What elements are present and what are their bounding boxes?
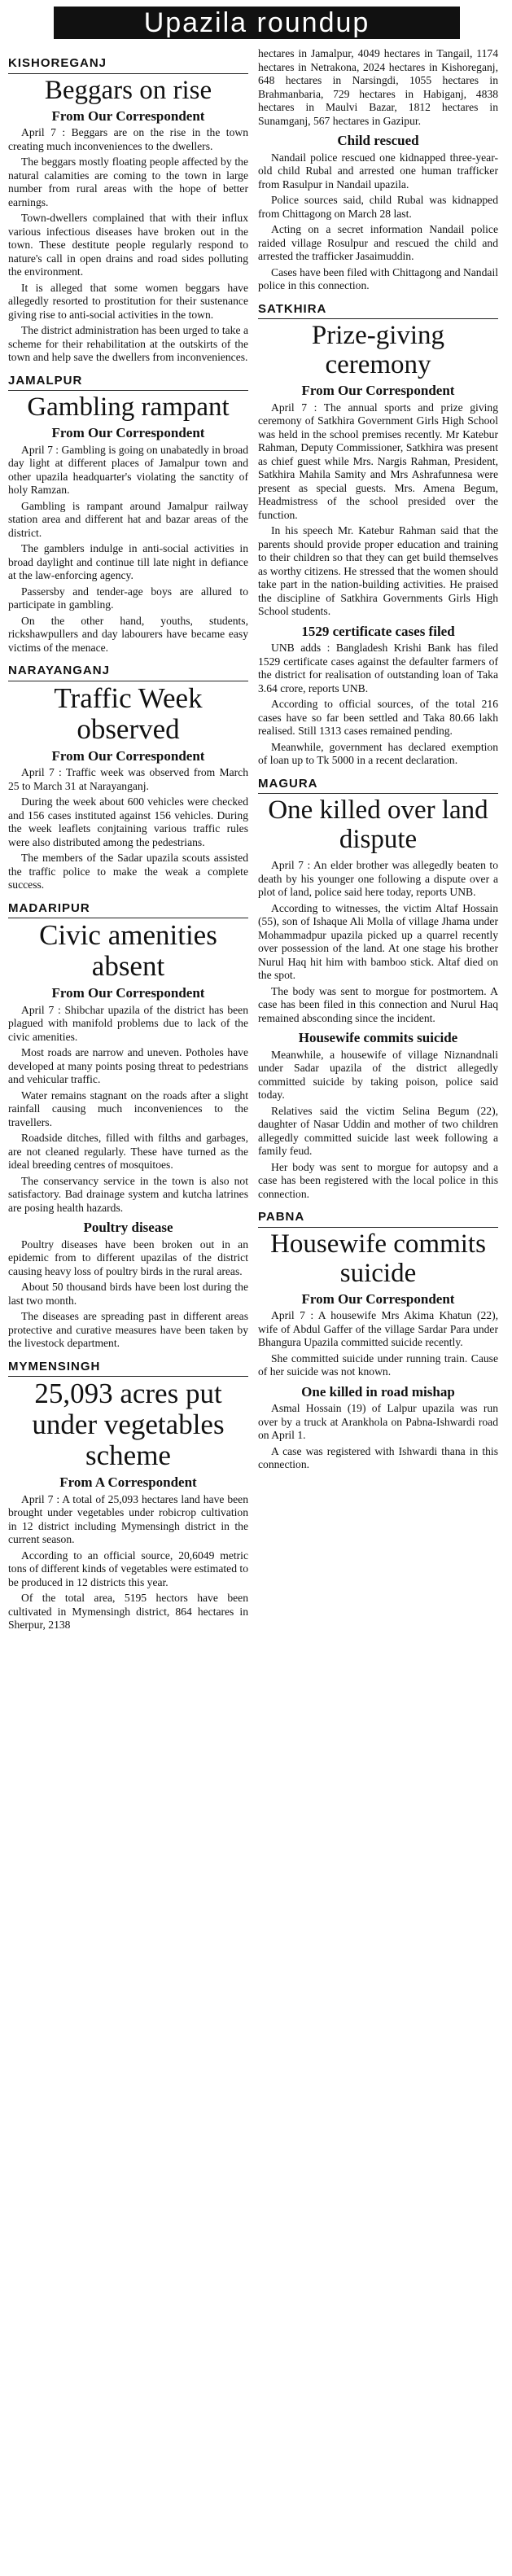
paragraph: The gamblers indulge in anti-social activities in broad daylight and continue till late night in defiance at the law-enforcing agency.	[8, 542, 248, 581]
story-madaripur	[8, 902, 248, 1351]
dateline-place: MAGURA	[258, 776, 318, 791]
story-kishoreganj	[8, 57, 248, 365]
paragraph: According to official sources, of the total 216 cases have so far been settled and Taka 80.66 lakh realised. Still 1313 cases remained pending.	[258, 698, 498, 737]
divider	[258, 793, 498, 794]
paragraph: During the week about 600 vehicles were checked and 156 cases instituted against 156 vehicles. During the week leaflets conjtaining various traffic rules were also distributed among the pedestrians.	[8, 795, 248, 848]
headline: One killed over land dispute	[268, 795, 488, 854]
story-jamalpur	[8, 375, 248, 655]
byline: From Our Correspondent	[51, 107, 205, 124]
dateline-place: MADARIPUR	[8, 900, 90, 915]
paragraph: In his speech Mr. Katebur Rahman said that the parents should provide proper education and training to their children so that they can get build themselves as worthy citizens. He stressed that the women should take part in the nation-building activities. He praised the discipline of Satkhira Governments Girls High School students.	[258, 524, 498, 617]
paragraph: Most roads are narrow and uneven. Potholes have developed at many points posing threat to pedestrians and vehicular traffic.	[8, 1046, 248, 1085]
headline: Traffic Week observed	[54, 681, 203, 745]
story-magura	[258, 778, 498, 1202]
paragraph: Roadside ditches, filled with filths and garbages, are not cleaned regularly. These have turned as the ideal breeding centres of mosquitoes.	[8, 1132, 248, 1171]
headline: Prize-giving ceremony	[311, 321, 445, 379]
paragraph: According to witnesses, the victim Altaf Hossain (55), son of Ishaque Ali Molla of village Jhama under Mohammadpur upazila picked up a quarrel recently over possession of the land. At one stage his brother Nurul Haq hit him with bamboo stick. Altaf died on the spot.	[258, 901, 498, 981]
divider	[258, 318, 498, 319]
paragraph: A case was registered with Ishwardi thana in this connection.	[258, 1444, 498, 1470]
section-banner: Upazila roundup	[54, 7, 460, 39]
headline: 25,093 acres put under vegetables scheme	[32, 1378, 225, 1471]
paragraph: She committed suicide under running train. Cause of her suicide was not known.	[258, 1352, 498, 1378]
paragraph: The members of the Sadar upazila scouts assisted the traffic police to make the weak a complete success.	[8, 852, 248, 891]
paragraph: Police sources said, child Rubal was kidnapped from Chittagong on March 28 last.	[258, 194, 498, 220]
headline: Beggars on rise	[44, 75, 212, 105]
paragraph: April 7 : A total of 25,093 hectares land have been brought under vegetables under robicrop cultivation in 12 district including Mymensingh district in the current season.	[8, 1492, 248, 1545]
byline: From Our Correspondent	[51, 747, 205, 764]
paragraph: Cases have been filed with Chittagong and Nandail police in this connection.	[258, 265, 498, 291]
paragraph: The beggars mostly floating people affected by the natural calamities are coming to the town in large number from rural areas with the hope of better earnings.	[8, 156, 248, 208]
byline: From Our Correspondent	[51, 985, 205, 1001]
story-mymensingh	[8, 1360, 248, 1632]
byline: From Our Correspondent	[301, 1290, 455, 1307]
paragraph: Town-dwellers complained that with their influx various infectious diseases have broken out in the town. These destitute people regularly respond to nature's call in open drains and road sides polluting the environment.	[8, 212, 248, 278]
dateline-place: SATKHIRA	[258, 301, 327, 316]
paragraph: The district administration has been urged to take a scheme for their rehabilitation at the outskirts of the town and help save the dwellers from inconveniences.	[8, 324, 248, 363]
paragraph: April 7 : A housewife Mrs Akima Khatun (22), wife of Abdul Gaffer of the village Sardar Para under Bhangura Upazila committed suicide recently.	[258, 1309, 498, 1348]
divider	[8, 390, 248, 391]
divider	[8, 1376, 248, 1377]
divider	[8, 73, 248, 74]
paragraph: Acting on a secret information Nandail police raided village Rosulpur and rescued the child and arrested the trafficker Jasaimuddin.	[258, 223, 498, 262]
headline: Housewife commits suicide	[270, 1229, 486, 1288]
subheading: One killed in road mishap	[301, 1383, 455, 1400]
paragraph: Relatives said the victim Selina Begum (22), daughter of Nasar Uddin and mother of two children allegedly committed suicide last week following a family feud.	[258, 1104, 498, 1157]
dateline-place: MYMENSINGH	[8, 1359, 101, 1373]
paragraph: Poultry diseases have been broken out in an epidemic from to different upazilas of the district causing heavy loss of poultry birds in the rural areas.	[8, 1238, 248, 1277]
paragraph: April 7 : Traffic week was observed from March 25 to March 31 at Narayanganj.	[8, 766, 248, 792]
paragraph: Her body was sent to morgue for autopsy and a case has been registered with the local police in this connection.	[258, 1160, 498, 1200]
paragraph: hectares in Jamalpur, 4049 hectares in Tangail, 1174 hectares in Netrakona, 2024 hectares in Kishoreganj, 648 hectares in Narsingdi, 1055 hectares in Brahmanbaria, 729 hectares in Habiganj, 4838 hectares in Maulvi Bazar, 1812 hectares in Sunamganj, 567 hectares in Gazipur.	[258, 47, 498, 127]
subheading: Child rescued	[337, 133, 419, 148]
dateline-place: NARAYANGANJ	[8, 664, 110, 677]
paragraph: The diseases are spreading past in different areas protective and curative measures have been taken by the livestock department.	[8, 1310, 248, 1349]
right-column	[258, 47, 498, 1635]
paragraph: The body was sent to morgue for postmortem. A case has been filed in this connection and Nurul Haq remained absconding since the incident.	[258, 984, 498, 1024]
headline: Civic amenities absent	[39, 919, 217, 982]
paragraph: Of the total area, 5195 hectors have been cultivated in Mymensingh district, 864 hectares in Sherpur, 2138	[8, 1592, 248, 1631]
paragraph: April 7 : Gambling is going on unabatedly in broad day light at different places of Jamalpur town and other upazila headquarter's violating the sanctity of holy Ramzan.	[8, 443, 249, 496]
paragraph: Nandail police rescued one kidnapped three-year-old child Rubal and arrested one human trafficker from Rasulpur in Nandail upazila.	[258, 151, 498, 191]
divider	[258, 1227, 498, 1228]
left-column	[8, 47, 248, 1635]
story-mymensingh-continued	[258, 47, 498, 293]
byline: From Our Correspondent	[51, 425, 205, 440]
paragraph: Gambling is rampant around Jamalpur railway station area and different hat and bazar areas of the district.	[8, 499, 248, 539]
headline: Gambling rampant	[27, 392, 230, 422]
dateline-place: JAMALPUR	[8, 373, 83, 388]
paragraph: April 7 : Beggars are on the rise in the town creating much inconveniences to the dwellers.	[8, 126, 248, 152]
paragraph: April 7 : An elder brother was allegedly beaten to death by his younger one following a dispute over a plot of land, police said here today, reports UNB.	[258, 859, 498, 898]
story-pabna	[258, 1211, 498, 1472]
byline: From Our Correspondent	[301, 383, 455, 398]
byline: From A Correspondent	[59, 1474, 197, 1490]
paragraph: Passersby and tender-age boys are allured to participate in gambling.	[8, 585, 248, 611]
paragraph: April 7 : The annual sports and prize giving ceremony of Satkhira Government Girls High School was held in the school premises recently. Mr Katebur Rahman, Deputy Commissioner, Satkhira was present as chief guest while Mrs. Nargis Rahman, President, Satkhira Mahila Samity and Mrs Ashrafunnesa were present as special guests. Mrs. Amena Begum, Headmistress of the school presided over the function.	[258, 401, 498, 521]
dateline-place: KISHOREGANJ	[8, 56, 107, 70]
paragraph: Meanwhile, government has declared exemption of loan up to Tk 5000 in a recent declaration.	[258, 740, 498, 766]
paragraph: On the other hand, youths, students, rickshawpullers and day labourers have became easy victims of the menace.	[8, 614, 248, 654]
paragraph: UNB adds : Bangladesh Krishi Bank has filed 1529 certificate cases against the defaulter farmers of the district for realisation of outstanding loan of Taka 3.64 crore, reports UNB.	[258, 642, 498, 694]
paragraph: Asmal Hossain (19) of Lalpur upazila was run over by a truck at Arankhola on Pabna-Ishwardi road on April 1.	[258, 1402, 498, 1441]
paragraph: It is alleged that some women beggars have allegedly resorted to prostitution for their sustenance giving rise to anti-social activities in the town.	[8, 281, 248, 321]
paragraph: According to an official source, 20,6049 metric tons of different kinds of vegetables were estimated to be produced in 12 districts this year.	[8, 1549, 248, 1588]
subheading: Housewife commits suicide	[298, 1030, 458, 1045]
story-satkhira	[258, 303, 498, 768]
article-columns	[5, 47, 507, 1635]
paragraph: Meanwhile, a housewife of village Niznandnali under Sadar upazila of the district allegedly committed suicide by taking poison, police said today.	[258, 1048, 498, 1101]
paragraph: Water remains stagnant on the roads after a slight rainfall causing much inconveniences to the travellers.	[8, 1089, 248, 1128]
subheading: 1529 certificate cases filed	[301, 623, 455, 639]
paragraph: April 7 : Shibchar upazila of the district has been plagued with manifold problems due to lack of the civic amenities.	[8, 1003, 248, 1043]
subheading: Poultry disease	[83, 1220, 173, 1235]
paragraph: About 50 thousand birds have been lost during the last two month.	[8, 1281, 248, 1307]
story-narayanganj	[8, 664, 248, 892]
paragraph: The conservancy service in the town is also not satisfactory. Bad drainage system and kutcha latrines are posing health hazards.	[8, 1174, 248, 1214]
dateline-place: PABNA	[258, 1210, 305, 1224]
